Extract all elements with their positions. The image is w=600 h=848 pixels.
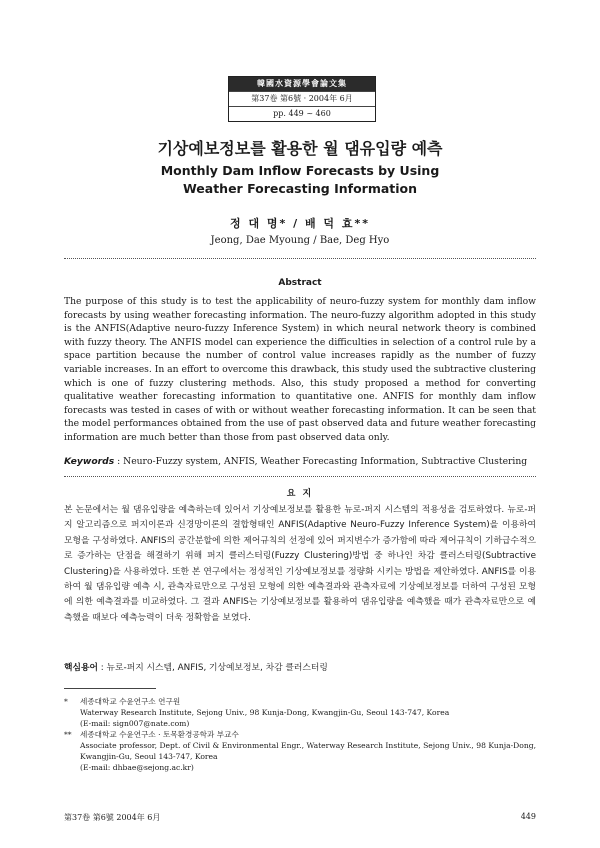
summary-keywords-text: : 뉴로-퍼지 시스템, ANFIS, 기상예보정보, 차감 클러스터링 xyxy=(98,663,328,673)
journal-name: 韓國水資源學會論文集 xyxy=(229,77,375,91)
page-number: 449 xyxy=(520,812,536,821)
footnote-rule xyxy=(64,688,156,689)
title-english-line-1: Monthly Dam Inflow Forecasts by Using xyxy=(160,163,440,178)
abstract-text: The purpose of this study is to test the applicability of neuro-fuzzy system for monthly dam inflow forecasts by using weather forecasting information. The neuro-fuzzy algorithm adopted in this study is the ANFIS(Adaptive neuro-fuzzy Inference System) in which neural network theory is combined with fuzzy theory. The ANFIS model can experience the difficulties in selection of a control rule by a space partition because the number of control value increases rapidly as the number of fuzzy variable increases. In an effort to overcome this drawback, this study used the subtractive clustering which is one of fuzzy clustering methods. Also, this study proposed a method for converting qualitative weather forecasting information to quantitative one. ANFIS for monthly dam inflow forecasts was tested in cases of with or without weather forecasting information. It can be seen that the model performances obtained from the use of past observed data and future weather forecasting information are much better than those from past observed data only. xyxy=(64,296,536,443)
footnote xyxy=(64,729,536,773)
journal-info-box xyxy=(228,76,376,122)
footnote-line: 세종대학교 수윤연구소 · 토목환경공학과 부교수 xyxy=(80,730,239,739)
footnotes xyxy=(64,696,536,773)
summary-keywords xyxy=(64,660,536,673)
summary-text: 본 논문에서는 월 댐유입량을 예측하는데 있어서 기상예보정보를 활용한 뉴로-퍼지 시스템의 적용성을 검토하였다. 뉴로-퍼지 알고리즘으로 퍼지이론과 신경망이론의 결합형태인 ANFIS(Adaptive Neuro-Fuzzy Inference System)을 이용하여 모형을 구성하였다. ANFIS의 공간분할에 의한 제어규칙의 선정에 있어 퍼지변수가 증가함에 따라 제어규칙이 기하급수적으로 증가하는 단점을 해결하기 위해 퍼지 클러스터링(Fuzzy Clustering)방법 중 하나인 차감 클러스터링(Subtractive Clustering)을 사용하였다. 또한 본 연구에서는 정성적인 기상예보정보를 정량화 시키는 방법을 제안하였다. ANFIS를 이용하여 월 댐유입량 예측 시, 관측자료만으로 구성된 모형에 의한 예측결과와 관측자료에 기상예보정보를 더하여 구성된 모형에 의한 예측결과를 비교하였다. 그 결과 ANFIS는 기상예보정보를 활용하여 댐유입량을 예측했을 때가 관측자료만으로 예측했을 때보다 예측능력이 더욱 정확함을 보였다. xyxy=(64,505,536,623)
keywords xyxy=(64,456,536,467)
divider xyxy=(64,258,536,259)
journal-pages: pp. 449 ~ 460 xyxy=(229,106,375,121)
authors-korean: 정 대 명* / 배 덕 효** xyxy=(229,217,370,230)
footnote xyxy=(64,696,536,729)
abstract-heading: Abstract xyxy=(278,278,322,288)
title-korean: 기상예보정보를 활용한 월 댐유입량 예측 xyxy=(157,139,443,158)
keywords-text: : Neuro-Fuzzy system, ANFIS, Weather Forecasting Information, Subtractive Clustering xyxy=(114,456,528,467)
footnote-line: (E-mail: dhbae@sejong.ac.kr) xyxy=(80,763,194,772)
divider xyxy=(64,476,536,477)
title-english-line-2: Weather Forecasting Information xyxy=(182,181,418,196)
footnote-line: (E-mail: sign007@nate.com) xyxy=(80,719,190,728)
footnote-line: Waterway Research Institute, Sejong Univ., 98 Kunja-Dong, Kwangjin-Gu, Seoul 143-747, Korea xyxy=(80,708,450,717)
journal-volume: 第37卷 第6號 · 2004年 6月 xyxy=(229,91,375,106)
footnote-line: Associate professor, Dept. of Civil & Environmental Engr., Waterway Research Institute, Sejong Univ., 98 Kunja-Dong, Kwangjin-Gu, Seoul 143-747, Korea xyxy=(80,741,536,761)
footnote-line: 세종대학교 수윤연구소 연구원 xyxy=(80,697,181,706)
summary-keywords-label: 핵심용어 xyxy=(64,663,98,673)
footnote-mark: * xyxy=(64,697,68,706)
footer-journal: 第37卷 第6號 2004年 6月 xyxy=(64,813,161,822)
summary-heading: 요 지 xyxy=(286,489,314,499)
footnote-mark: ** xyxy=(64,730,72,739)
authors-english: Jeong, Dae Myoung / Bae, Deg Hyo xyxy=(210,235,390,246)
keywords-label: Keywords xyxy=(64,456,115,467)
